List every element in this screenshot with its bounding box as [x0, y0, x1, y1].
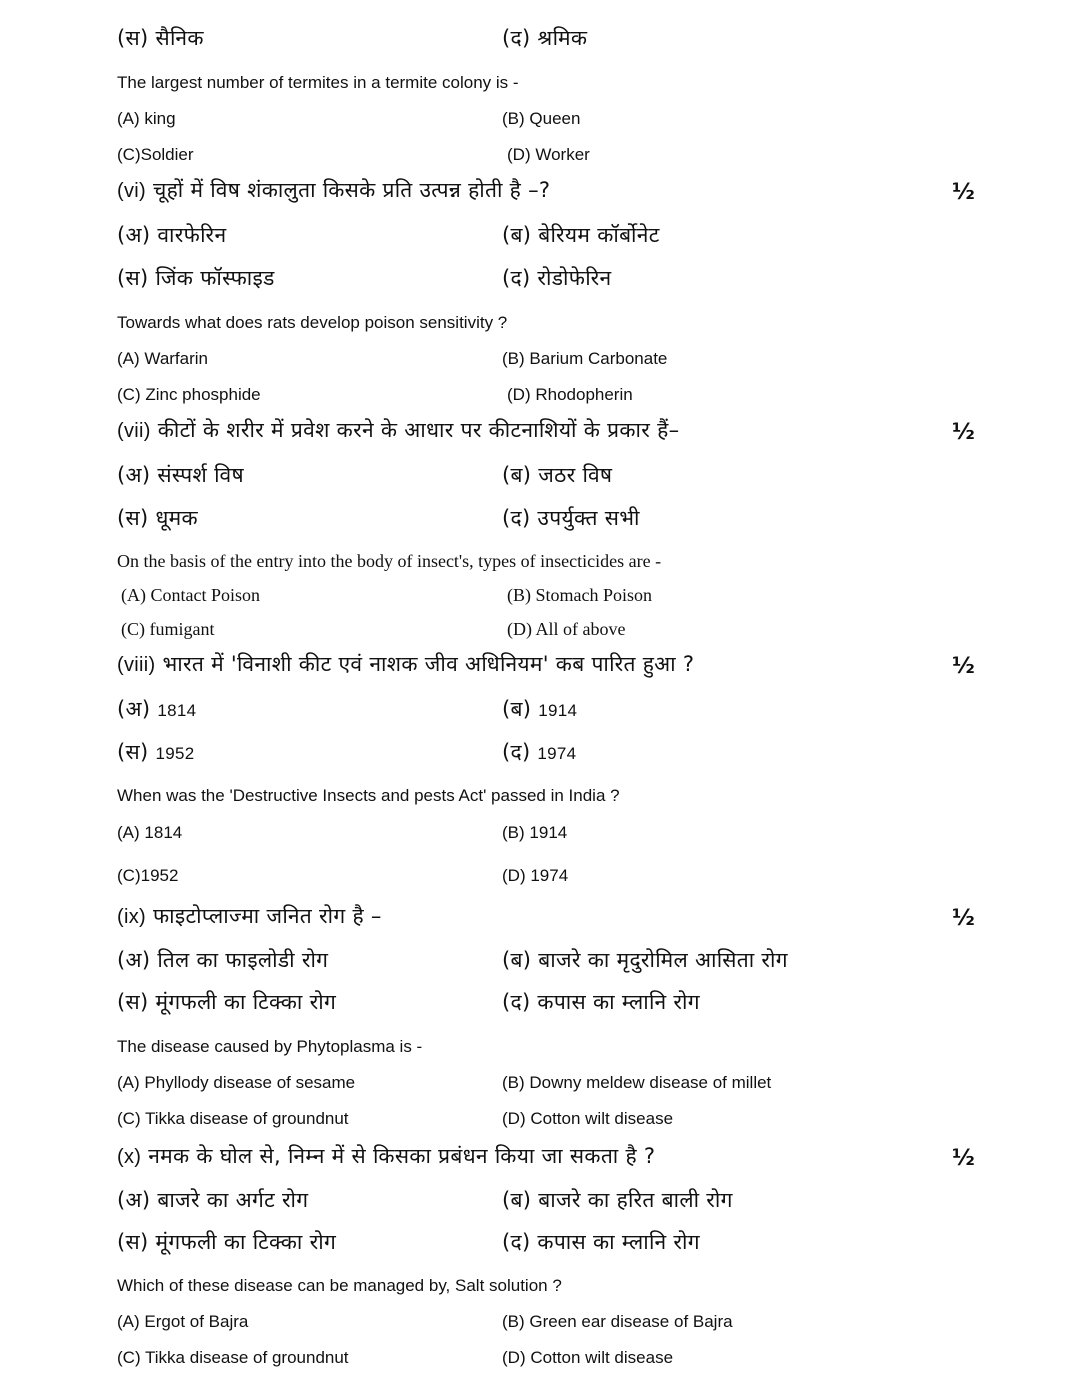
option-a-en: (A) 1814: [117, 823, 183, 842]
option-b-hi: (ब) 1914: [502, 697, 578, 721]
question-vi-english: Towards what does rats develop poison sensitivity ?: [117, 313, 508, 332]
option-a-en: (A) Phyllody disease of sesame: [117, 1073, 356, 1092]
question-number: (ix): [117, 906, 146, 928]
option-b-en: (B) Downy meldew disease of millet: [502, 1073, 772, 1092]
question-number: (vii): [117, 420, 151, 442]
question-x-hindi: [0, 1146, 1068, 1180]
hindi-option-row: [0, 28, 1068, 62]
option-b-en: (B) Queen: [502, 109, 581, 128]
question-text-hi: भारत में 'विनाशी कीट एवं नाशक जीव अधिनियम' कब पारित हुआ ?: [162, 652, 695, 676]
option-c-hi: (स) मूंगफली का टिक्का रोग: [117, 990, 337, 1014]
option-b-en: (B) Green ear disease of Bajra: [502, 1312, 733, 1331]
option-s-hi: (स) सैनिक: [117, 26, 204, 50]
option-a-en: (A) Ergot of Bajra: [117, 1312, 249, 1331]
english-question: The largest number of termites in a termite colony is -: [117, 73, 519, 92]
hindi-option-row: [0, 508, 1068, 542]
english-option-row: [0, 620, 1068, 654]
option-c-hi: (स) धूमक: [117, 506, 198, 530]
marks-badge: ½: [952, 654, 975, 679]
hindi-option-row: [0, 699, 1068, 733]
option-a-hi: (अ) संस्पर्श विष: [117, 463, 244, 487]
english-option-row: [0, 1313, 1068, 1347]
option-a-hi: (अ) बाजरे का अर्गट रोग: [117, 1188, 309, 1212]
question-viii-english: When was the 'Destructive Insects and pests Act' passed in India ?: [117, 786, 620, 805]
marks-badge: ½: [952, 1146, 975, 1171]
option-d-hi: (द) कपास का म्लानि रोग: [502, 1230, 700, 1254]
option-d-en: (D) Cotton wilt disease: [502, 1348, 674, 1367]
option-d-en: (D) Cotton wilt disease: [502, 1109, 674, 1128]
option-b-hi: (ब) बाजरे का हरित बाली रोग: [502, 1188, 733, 1212]
option-b-hi: (ब) बेरियम कॉर्बोनेट: [502, 223, 660, 247]
option-c-en: (C) Tikka disease of groundnut: [117, 1348, 349, 1367]
question-text-hi: नमक के घोल से, निम्न में से किसका प्रबंधन किया जा सकता है ?: [148, 1144, 656, 1168]
hindi-option-row: [0, 950, 1068, 984]
question-number: (viii): [117, 654, 156, 676]
option-d-en: (D) Worker: [507, 145, 590, 164]
question-ix-hindi: [0, 906, 1068, 940]
option-b-hi: (ब) बाजरे का मृदुरोमिल आसिता रोग: [502, 948, 788, 972]
question-vii-english: On the basis of the entry into the body of insect's, types of insecticides are -: [117, 551, 662, 571]
option-c-en: (C)1952: [117, 866, 179, 885]
question-text-hi: चूहों में विष शंकालुता किसके प्रति उत्पन्न होती है –?: [152, 178, 551, 202]
option-d-en: (D) Rhodopherin: [507, 385, 633, 404]
option-a-en: (A) Contact Poison: [121, 585, 261, 605]
option-d-hi: (द) श्रमिक: [502, 26, 588, 50]
option-a-hi: (अ) तिल का फाइलोडी रोग: [117, 948, 329, 972]
option-c-hi: (स) जिंक फॉस्फाइड: [117, 266, 275, 290]
option-d-en: (D) 1974: [502, 866, 569, 885]
option-d-hi: (द) कपास का म्लानि रोग: [502, 990, 700, 1014]
option-a-en: (A) king: [117, 109, 176, 128]
option-c-en: (C) Zinc phosphide: [117, 385, 261, 404]
hindi-option-row: [0, 992, 1068, 1026]
marks-badge: ½: [952, 180, 975, 205]
option-c-hi: (स) 1952: [117, 740, 195, 764]
option-c-en: (C)Soldier: [117, 145, 194, 164]
english-option-row: [0, 586, 1068, 620]
option-a-en: (A) Warfarin: [117, 349, 209, 368]
hindi-option-row: [0, 465, 1068, 499]
english-option-row: [0, 110, 1068, 144]
option-a-hi: (अ) वारफेरिन: [117, 223, 227, 247]
hindi-option-row: [0, 225, 1068, 259]
english-option-row: [0, 824, 1068, 858]
question-vii-hindi: [0, 420, 1068, 454]
english-option-row: [0, 1074, 1068, 1108]
hindi-option-row: [0, 1190, 1068, 1224]
option-b-en: (B) Stomach Poison: [507, 585, 653, 605]
option-d-hi: (द) उपर्युक्त सभी: [502, 506, 640, 530]
hindi-option-row: [0, 1232, 1068, 1266]
question-text-hi: कीटों के शरीर में प्रवेश करने के आधार पर कीटनाशियों के प्रकार हैं–: [157, 418, 680, 442]
option-b-en: (B) Barium Carbonate: [502, 349, 668, 368]
option-c-en: (C) Tikka disease of groundnut: [117, 1109, 349, 1128]
question-text-hi: फाइटोप्लाज्मा जनित रोग है –: [152, 904, 382, 928]
english-option-row: [0, 1349, 1068, 1383]
hindi-option-row: [0, 742, 1068, 776]
question-vi-hindi: [0, 180, 1068, 214]
question-x-english: Which of these disease can be managed by, Salt solution ?: [117, 1276, 562, 1295]
hindi-option-row: [0, 268, 1068, 302]
option-d-en: (D) All of above: [507, 619, 626, 639]
option-a-hi: (अ) 1814: [117, 697, 197, 721]
question-ix-english: The disease caused by Phytoplasma is -: [117, 1037, 423, 1056]
english-option-row: [0, 350, 1068, 384]
question-number: (x): [117, 1146, 142, 1168]
option-c-en: (C) fumigant: [121, 619, 215, 639]
english-option-row: [0, 146, 1068, 180]
english-option-row: [0, 386, 1068, 420]
option-c-hi: (स) मूंगफली का टिक्का रोग: [117, 1230, 337, 1254]
option-d-hi: (द) रोडोफेरिन: [502, 266, 612, 290]
option-b-en: (B) 1914: [502, 823, 568, 842]
option-b-hi: (ब) जठर विष: [502, 463, 613, 487]
question-number: (vi): [117, 180, 146, 202]
question-viii-hindi: [0, 654, 1068, 688]
marks-badge: ½: [952, 420, 975, 445]
english-option-row: [0, 1110, 1068, 1144]
marks-badge: ½: [952, 906, 975, 931]
english-option-row: [0, 867, 1068, 901]
option-d-hi: (द) 1974: [502, 740, 577, 764]
